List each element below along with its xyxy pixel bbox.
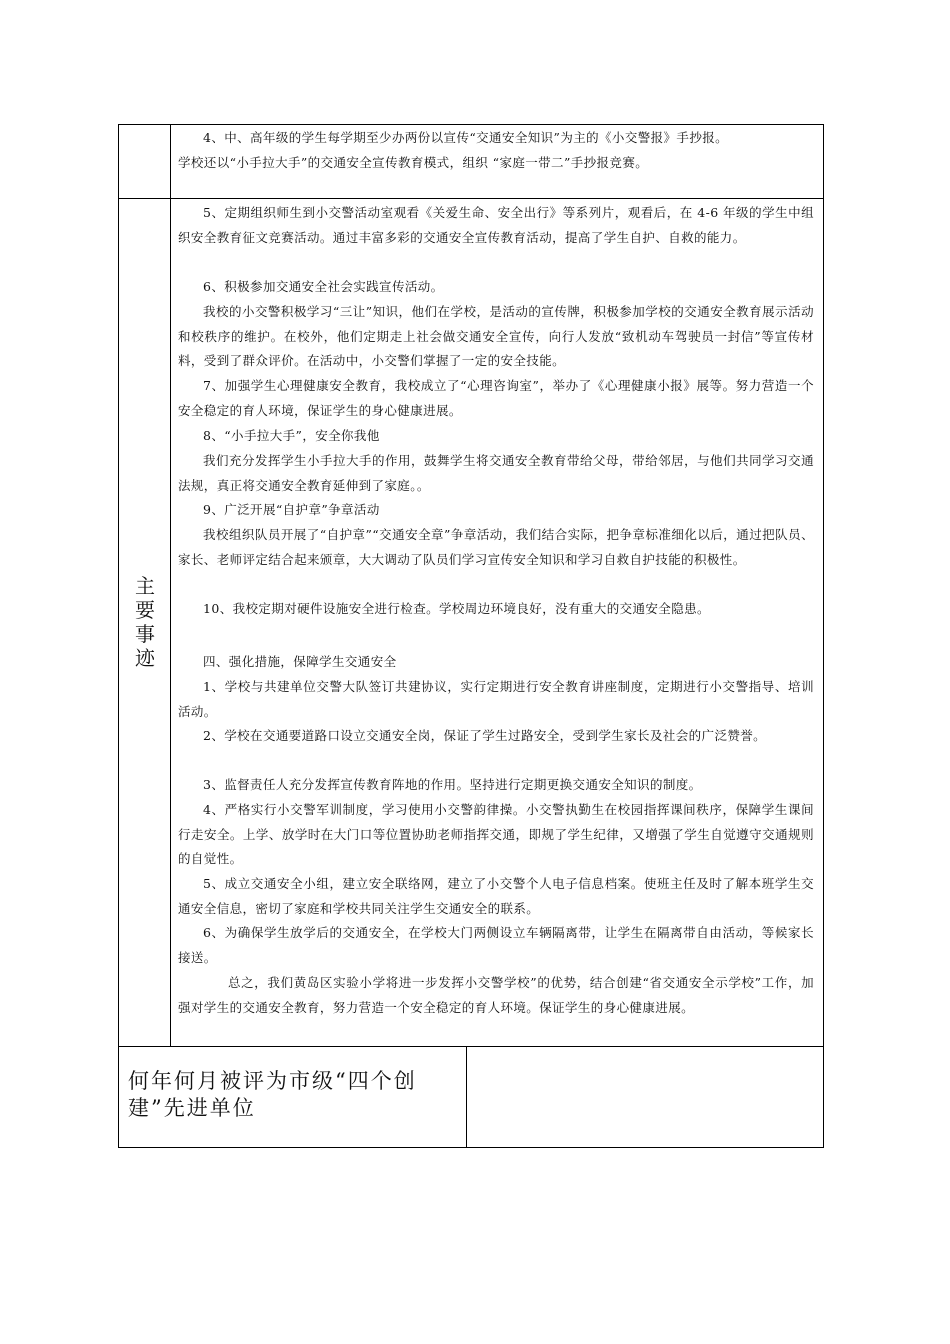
label-char: 要	[135, 598, 155, 622]
measure-6: 6、为确保学生放学后的交通安全，在学校大门两侧设立车辆隔离带，让学生在隔离带自由活动，等候家长接送。	[178, 925, 814, 965]
paragraph-10: 10、我校定期对硬件设施安全进行检查。学校周边环境良好，没有重大的交通安全隐患。	[203, 601, 710, 616]
measure-2: 2、学校在交通要道路口设立交通安全岗，保证了学生过路安全，受到学生家长及社会的广泛赞誉。	[203, 728, 767, 743]
measure-3: 3、监督责任人充分发挥宣传教育阵地的作用。坚持进行定期更换交通安全知识的制度。	[203, 777, 702, 792]
measure-5: 5、成立交通安全小组，建立安全联络网，建立了小交警个人电子信息档案。使班主任及时了解本班学生交通安全信息，密切了家庭和学校共同关注学生交通安全的联系。	[178, 876, 814, 916]
label-char: 主	[135, 574, 155, 598]
paragraph-8: 8、“小手拉大手”，安全你我他	[203, 428, 380, 443]
paragraph-4: 4、中、高年级的学生每学期至少办两份以宣传“交通安全知识”为主的《小交警报》手抄报。	[203, 130, 729, 145]
paragraph-8-detail: 我们充分发挥学生小手拉大手的作用，鼓舞学生将交通安全教育带给父母，带给邻居，与他们共同学习交通法规，真正将交通安全教育延伸到了家庭。。	[178, 453, 814, 493]
award-date-label: 何年何月被评为市级“四个创建”先进单位	[128, 1069, 417, 1120]
main-deeds-label	[128, 574, 162, 670]
row-divider-2	[118, 1046, 824, 1047]
paragraph-7: 7、加强学生心理健康安全教育，我校成立了“心理咨询室”，举办了《心理健康小报》展等。努力营造一个安全稳定的育人环境，保证学生的身心健康进展。	[178, 378, 814, 418]
paragraph-9: 9、广泛开展“自护章”争章活动	[203, 502, 380, 517]
row-divider-1	[118, 198, 824, 199]
paragraph-6: 6、积极参加交通安全社会实践宣传活动。	[203, 279, 444, 294]
paragraph-5: 5、定期组织师生到小交警活动室观看《关爱生命、安全出行》等系列片，观看后，在 4-6 年级的学生中组织安全教育征文竞赛活动。通过丰富多彩的交通安全宣传教育活动，提高了学生自护、自救的能力。	[178, 205, 814, 245]
measure-1: 1、学校与共建单位交警大队签订共建协议，实行定期进行安全教育讲座制度，定期进行小交警指导、培训活动。	[178, 679, 814, 719]
label-char: 事	[135, 622, 155, 646]
label-char: 迹	[135, 646, 155, 670]
label-column-divider	[170, 124, 171, 1046]
paragraph-4-continued: 学校还以“小手拉大手”的交通安全宣传教育模式，组织 “家庭一带二”手抄报竞赛。	[178, 155, 649, 170]
footer-column-divider	[466, 1046, 467, 1148]
paragraph-6-detail: 我校的小交警积极学习“三让”知识，他们在学校，是活动的宣传牌，积极参加学校的交通安全教育展示活动和校秩序的维护。在校外，他们定期走上社会做交通安全宣传，向行人发放“致机动车驾驶员一封信”等宣传材料，受到了群众评价。在活动中，小交警们掌握了一定的安全技能。	[178, 304, 814, 369]
section-heading-4: 四、强化措施，保障学生交通安全	[203, 654, 397, 669]
paragraph-9-detail: 我校组织队员开展了“自护章”“交通安全章”争章活动，我们结合实际，把争章标准细化以后，通过把队员、家长、老师评定结合起来颁章，大大调动了队员们学习宣传安全知识和学习自救自护技能的积极性。	[178, 527, 814, 567]
measure-4: 4、严格实行小交警军训制度，学习使用小交警韵律操。小交警执勤生在校园指挥课间秩序，保障学生课间行走安全。上学、放学时在大门口等位置协助老师指挥交通，即规了学生纪律，又增强了学生自觉遵守交通规则的自觉性。	[178, 802, 814, 867]
conclusion: 总之，我们黄岛区实验小学将进一步发挥小交警学校”的优势，结合创建“省交通安全示学校”工作，加强对学生的交通安全教育，努力营造一个安全稳定的育人环境。保证学生的身心健康进展。	[178, 975, 814, 1015]
